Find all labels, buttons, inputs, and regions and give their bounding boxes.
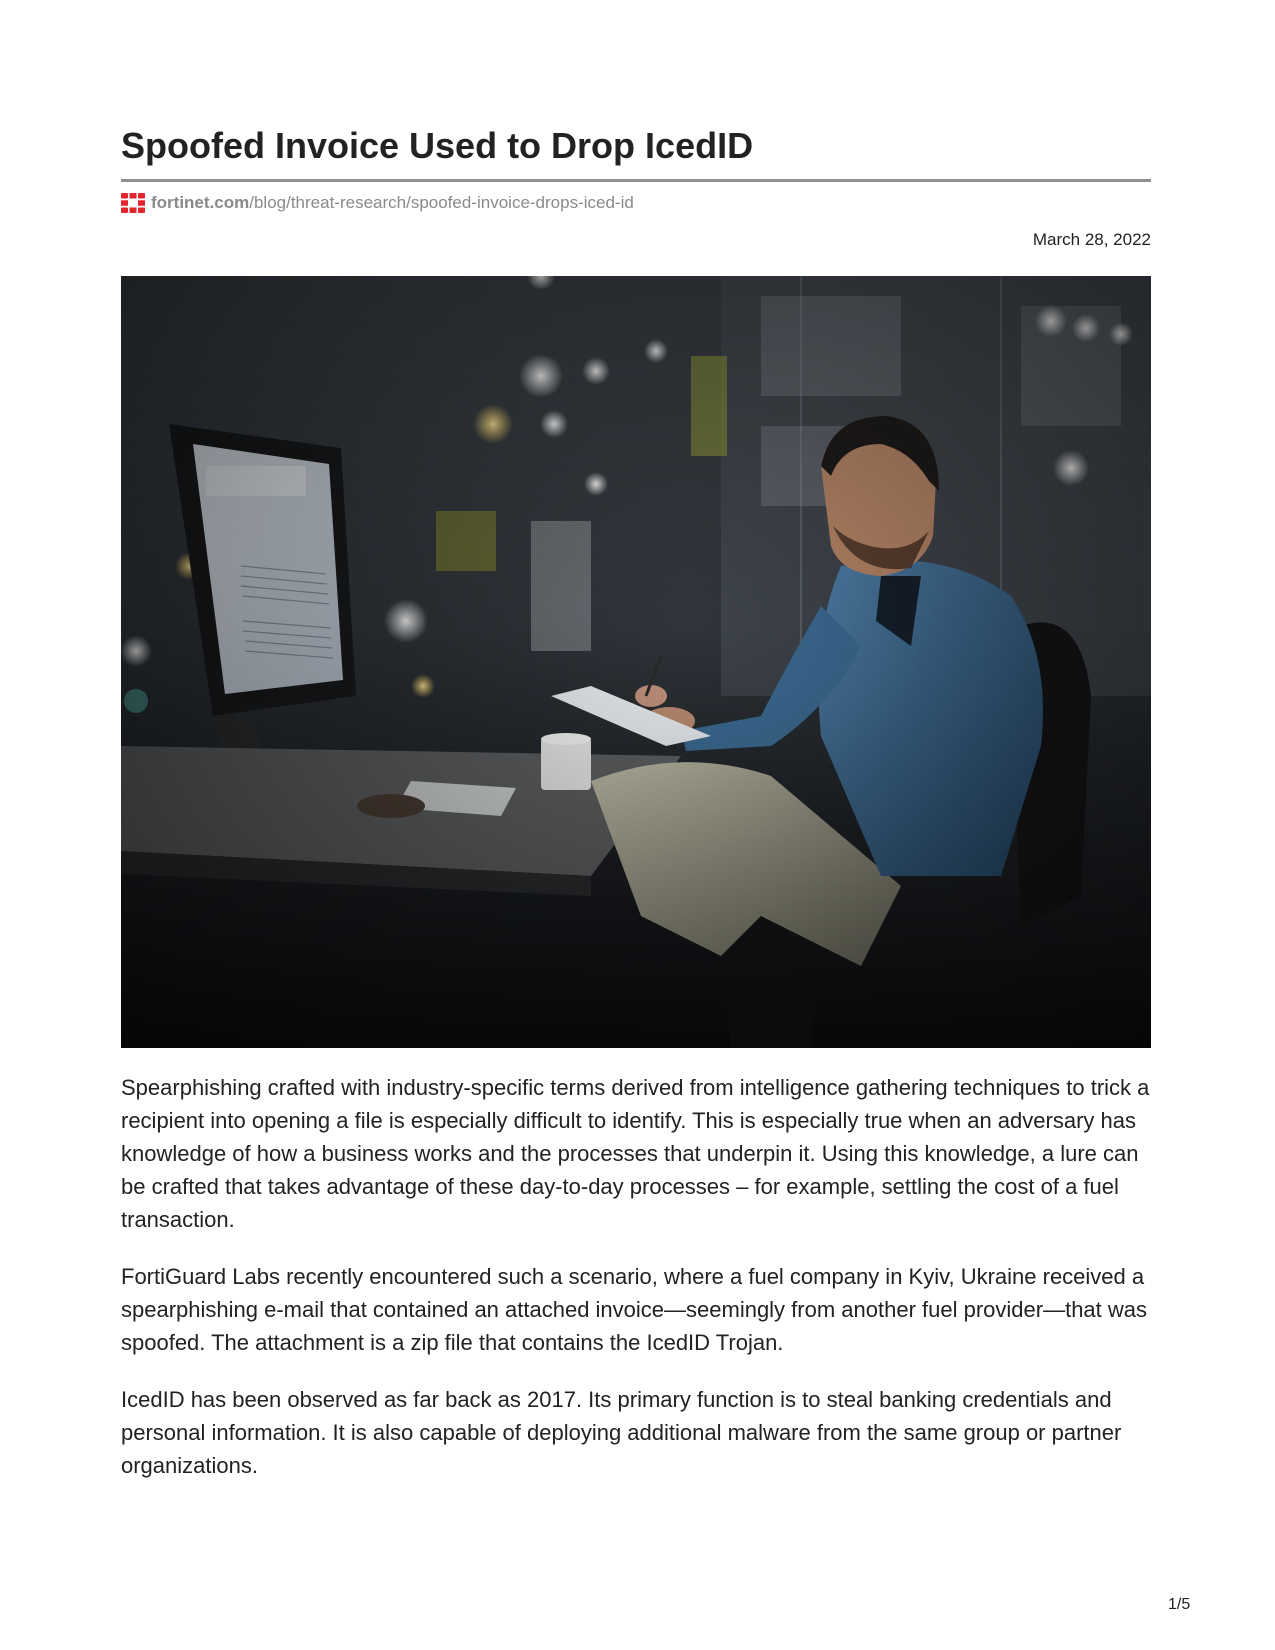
publish-date: March 28, 2022 <box>1032 230 1151 249</box>
source-path: /blog/threat-research/spoofed-invoice-drops-iced-id <box>249 193 634 212</box>
hero-photo <box>121 276 1151 1048</box>
paragraph-1: Spearphishing crafted with industry-specific terms derived from intelligence gathering techniques to trick a recipient into opening a file is especially difficult to identify. This is especially true when an adversary has knowledge of how a business works and the processes that underpin it. Using this knowledge, a lure can be crafted that takes advantage of these day-to-day processes – for example, settling the cost of a fuel transaction. <box>121 1075 1150 1232</box>
source-domain: fortinet.com <box>151 193 250 212</box>
article-body <box>121 1071 1151 1506</box>
paragraph-3: IcedID has been observed as far back as 2017. Its primary function is to steal banking credentials and personal information. It is also capable of deploying additional malware from the same group or partner organizations. <box>121 1387 1122 1478</box>
page-number: 1/5 <box>1168 1596 1191 1613</box>
paragraph-2: FortiGuard Labs recently encountered such a scenario, where a fuel company in Kyiv, Ukraine received a spearphishing e-mail that contained an attached invoice—seemingly from another fuel provider—that was spoofed. The attachment is a zip file that contains the IcedID Trojan. <box>121 1264 1148 1355</box>
source-link[interactable] <box>121 192 634 214</box>
title-divider <box>121 179 1151 182</box>
fortinet-logo-icon <box>121 193 145 213</box>
page-title: Spoofed Invoice Used to Drop IcedID <box>121 125 754 166</box>
